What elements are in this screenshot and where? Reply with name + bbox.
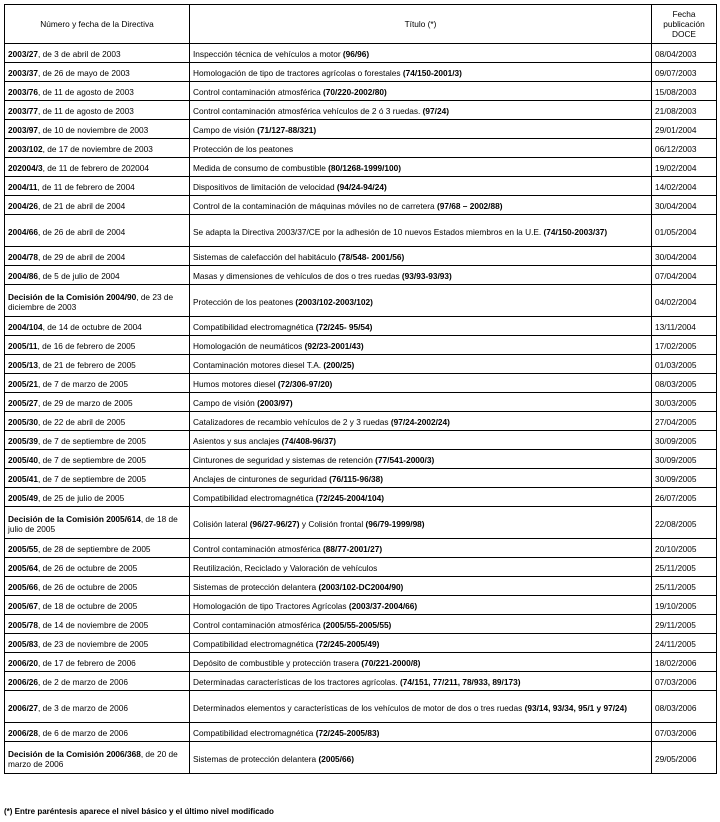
publication-date-cell: 06/12/2003	[652, 139, 717, 158]
directive-date: , de 7 de marzo de 2005	[38, 379, 128, 389]
directive-reference: (74/408-96/37)	[281, 436, 336, 446]
directive-reference: (96/96)	[342, 49, 370, 59]
directive-title-cell	[190, 139, 652, 158]
table-row	[5, 158, 717, 177]
directive-title-cell	[190, 177, 652, 196]
directive-number: 2005/78	[8, 620, 38, 630]
directive-reference: (76/115-96/38)	[329, 474, 384, 484]
table-row	[5, 691, 717, 723]
directive-title: Sistemas de calefacción del habitáculo	[193, 252, 339, 262]
directive-title: Humos motores diesel	[193, 379, 278, 389]
directive-reference: (70/221-2000/8)	[361, 658, 421, 668]
directive-number-cell	[5, 120, 190, 139]
publication-date-cell: 30/04/2004	[652, 196, 717, 215]
directive-title: Depósito de combustible y protección trasera	[193, 658, 362, 668]
directive-number: 2004/26	[8, 201, 38, 211]
directive-number: 2003/97	[8, 125, 38, 135]
publication-date-cell: 14/02/2004	[652, 177, 717, 196]
directive-number: 2004/104	[8, 322, 43, 332]
directive-reference: (96/27-96/27)	[249, 518, 300, 529]
directive-title: Control contaminación atmosférica	[193, 620, 324, 630]
table-row	[5, 539, 717, 558]
publication-date-cell: 09/07/2003	[652, 63, 717, 82]
directive-title: Compatibilidad electromagnética	[193, 639, 316, 649]
publication-date-cell: 13/11/2004	[652, 317, 717, 336]
table-row	[5, 82, 717, 101]
table-header	[5, 5, 717, 44]
directive-number-cell	[5, 507, 190, 539]
publication-date-cell: 22/08/2005	[652, 507, 717, 539]
directive-date: , de 11 de agosto de 2003	[38, 87, 134, 97]
directive-title-cell	[190, 469, 652, 488]
directive-title: Masas y dimensiones de vehículos de dos o tres ruedas	[193, 271, 402, 281]
directive-reference: (72/245- 95/54)	[315, 322, 373, 332]
publication-date-cell: 08/03/2005	[652, 374, 717, 393]
table-row	[5, 101, 717, 120]
directive-date: , de 22 de abril de 2005	[38, 417, 126, 427]
directive-number: 2005/27	[8, 398, 38, 408]
directive-title: Dispositivos de limitación de velocidad	[193, 182, 337, 192]
directive-title: Control contaminación atmosférica	[193, 87, 324, 97]
directive-title: Homologación de tipo Tractores Agrícolas	[193, 601, 349, 611]
table-row	[5, 488, 717, 507]
directive-title: Protección de los peatones	[193, 296, 296, 307]
directive-title-cell	[190, 450, 652, 469]
directive-title-cell	[190, 158, 652, 177]
directive-number: 2004/66	[8, 226, 38, 237]
directive-title-cell	[190, 691, 652, 723]
directive-title: Catalizadores de recambio vehículos de 2 y 3 ruedas	[193, 417, 391, 427]
directive-number-cell	[5, 44, 190, 63]
footnote: (*) Entre paréntesis aparece el nivel básico y el último nivel modificado	[4, 807, 274, 816]
directive-number: 2003/77	[8, 106, 38, 116]
directive-number: 2005/21	[8, 379, 38, 389]
table-row	[5, 120, 717, 139]
directive-number-cell	[5, 412, 190, 431]
directive-number-cell	[5, 431, 190, 450]
header-title: Título (*)	[190, 5, 652, 44]
directive-reference: (94/24-94/24)	[336, 182, 387, 192]
directive-reference: (2005/55-2005/55)	[323, 620, 392, 630]
directive-title-cell	[190, 393, 652, 412]
directive-date: , de 26 de abril de 2004	[38, 226, 126, 237]
directive-number-cell	[5, 577, 190, 596]
directive-number: 2005/39	[8, 436, 38, 446]
table-row	[5, 431, 717, 450]
directive-number-cell	[5, 653, 190, 672]
directive-date: , de 29 de abril de 2004	[38, 252, 126, 262]
directive-number-cell	[5, 177, 190, 196]
directive-number: 2003/76	[8, 87, 38, 97]
directive-number-cell	[5, 723, 190, 742]
directive-title: Homologación de neumáticos	[193, 341, 305, 351]
directive-number: 2005/13	[8, 360, 38, 370]
directive-reference: (78/548- 2001/56)	[338, 252, 405, 262]
directive-title: Homologación de tipo de tractores agrícolas o forestales	[193, 68, 403, 78]
publication-date-cell: 04/02/2004	[652, 285, 717, 317]
directive-number-cell	[5, 450, 190, 469]
directive-number-cell	[5, 285, 190, 317]
directive-title-cell	[190, 577, 652, 596]
table-row	[5, 355, 717, 374]
directive-title: Colisión lateral	[193, 518, 250, 529]
directive-date: , de 11 de febrero de 2004	[37, 182, 135, 192]
directive-number: Decisión de la Comisión 2006/368	[8, 748, 141, 759]
table-row	[5, 723, 717, 742]
publication-date-cell: 27/04/2005	[652, 412, 717, 431]
directive-date: , de 3 de abril de 2003	[38, 49, 121, 59]
publication-date-cell: 29/01/2004	[652, 120, 717, 139]
directive-title-cell	[190, 672, 652, 691]
directive-number: 2003/37	[8, 68, 38, 78]
directive-date: , de 11 de febrero de 202004	[42, 163, 150, 173]
directive-date: , de 7 de septiembre de 2005	[38, 455, 146, 465]
directive-number: 2005/66	[8, 582, 38, 592]
directive-number-cell	[5, 469, 190, 488]
directive-title: Contaminación motores diesel T.A.	[193, 360, 324, 370]
directive-title-cell	[190, 44, 652, 63]
directive-title: Anclajes de cinturones de seguridad	[193, 474, 330, 484]
directive-date: , de 6 de marzo de 2006	[38, 728, 128, 738]
directive-number-cell	[5, 158, 190, 177]
table-row	[5, 450, 717, 469]
directive-reference: (72/306-97/20)	[277, 379, 333, 389]
directive-title: Cinturones de seguridad y sistemas de retención	[193, 455, 376, 465]
directive-number: 2005/67	[8, 601, 38, 611]
directive-number-cell	[5, 215, 190, 247]
directive-reference: (77/541-2000/3)	[375, 455, 435, 465]
directive-date: , de 18 de octubre de 2005	[38, 601, 138, 611]
directive-reference: (2003/102-2003/102)	[295, 296, 373, 307]
directive-number-cell	[5, 63, 190, 82]
directive-date: , de 28 de septiembre de 2005	[38, 544, 151, 554]
publication-date-cell: 26/07/2005	[652, 488, 717, 507]
directive-number-cell	[5, 742, 190, 774]
directive-number-cell	[5, 558, 190, 577]
directive-title-cell	[190, 742, 652, 774]
directive-number-cell	[5, 336, 190, 355]
directives-table	[4, 4, 717, 774]
table-row	[5, 653, 717, 672]
directive-title-cell	[190, 412, 652, 431]
publication-date-cell: 19/02/2004	[652, 158, 717, 177]
publication-date-cell: 20/10/2005	[652, 539, 717, 558]
directive-number: 2005/41	[8, 474, 38, 484]
table-row	[5, 507, 717, 539]
directive-reference: (97/68 – 2002/88)	[436, 201, 503, 211]
directive-title-cell	[190, 196, 652, 215]
publication-date-cell: 29/11/2005	[652, 615, 717, 634]
directive-number: 202004/3	[8, 163, 43, 173]
directive-number-cell	[5, 247, 190, 266]
directive-reference: (80/1268-1999/100)	[328, 163, 402, 173]
directive-number: 2006/26	[8, 677, 38, 687]
directive-number: 2004/11	[8, 182, 38, 192]
directive-title-cell	[190, 634, 652, 653]
directive-number: 2004/78	[8, 252, 38, 262]
directive-number-cell	[5, 101, 190, 120]
publication-date-cell: 08/04/2003	[652, 44, 717, 63]
directive-title: Medida de consumo de combustible	[193, 163, 329, 173]
directive-reference: (2005/66)	[318, 753, 354, 764]
directive-title-cell	[190, 266, 652, 285]
directive-number: 2006/20	[8, 658, 38, 668]
publication-date-cell: 17/02/2005	[652, 336, 717, 355]
table-row	[5, 558, 717, 577]
directive-date: , de 14 de noviembre de 2005	[38, 620, 149, 630]
publication-date-cell: 24/11/2005	[652, 634, 717, 653]
table-row	[5, 374, 717, 393]
directive-title: Sistemas de protección delantera	[193, 582, 319, 592]
directive-title: Determinadas características de los tractores agrícolas.	[193, 677, 401, 687]
table-row	[5, 196, 717, 215]
directive-title: Sistemas de protección delantera	[193, 753, 319, 764]
header-directive-number: Número y fecha de la Directiva	[5, 5, 190, 44]
directive-title-cell	[190, 539, 652, 558]
directive-number-cell	[5, 488, 190, 507]
header-publication-date: Fecha publicación DOCE	[652, 5, 717, 44]
table-row	[5, 742, 717, 774]
directive-date: , de 20 de marzo de 2006	[8, 748, 178, 769]
publication-date-cell: 30/09/2005	[652, 431, 717, 450]
directive-date: , de 17 de noviembre de 2003	[42, 144, 153, 154]
directive-date: , de 7 de septiembre de 2005	[38, 474, 146, 484]
directive-number: 2005/49	[8, 493, 38, 503]
directive-title-cell	[190, 488, 652, 507]
directive-title-cell	[190, 215, 652, 247]
directive-date: , de 26 de octubre de 2005	[38, 582, 138, 592]
directive-title: Control contaminación atmosférica	[193, 544, 324, 554]
directive-title-cell	[190, 101, 652, 120]
directive-title: Compatibilidad electromagnética	[193, 728, 316, 738]
directive-date: , de 2 de marzo de 2006	[38, 677, 128, 687]
publication-date-cell: 07/03/2006	[652, 723, 717, 742]
table-row	[5, 634, 717, 653]
directive-title: Determinados elementos y características de los vehículos de motor de dos o tres ruedas	[193, 702, 525, 713]
directive-date: , de 18 de julio de 2005	[8, 513, 178, 534]
directive-reference: (88/77-2001/27)	[323, 544, 383, 554]
directive-date: , de 25 de julio de 2005	[38, 493, 125, 503]
directive-date: , de 11 de agosto de 2003	[38, 106, 134, 116]
table-row	[5, 317, 717, 336]
directive-reference: (92/23-2001/43)	[304, 341, 364, 351]
directive-title: Campo de visión	[193, 398, 258, 408]
publication-date-cell: 18/02/2006	[652, 653, 717, 672]
table-row	[5, 393, 717, 412]
directive-date: , de 16 de febrero de 2005	[37, 341, 136, 351]
directive-date: , de 23 de diciembre de 2003	[8, 291, 174, 312]
directive-reference: (93/93-93/93)	[401, 271, 452, 281]
table-row	[5, 215, 717, 247]
directive-number-cell	[5, 82, 190, 101]
directive-number: Decisión de la Comisión 2004/90	[8, 291, 137, 302]
publication-date-cell: 15/08/2003	[652, 82, 717, 101]
directives-table-container	[4, 4, 716, 774]
directive-title-cell	[190, 317, 652, 336]
directive-reference: (2003/37-2004/66)	[348, 601, 418, 611]
directive-date: , de 23 de noviembre de 2005	[38, 639, 149, 649]
publication-date-cell: 01/05/2004	[652, 215, 717, 247]
directive-title: Se adapta la Directiva 2003/37/CE por la adhesión de 10 nuevos Estados miembros en la U.E.	[193, 226, 544, 237]
publication-date-cell: 19/10/2005	[652, 596, 717, 615]
directive-number-cell	[5, 634, 190, 653]
directive-date: , de 29 de marzo de 2005	[38, 398, 133, 408]
table-row	[5, 336, 717, 355]
directive-number: 2004/86	[8, 271, 38, 281]
directive-reference: (74/150-2003/37)	[543, 226, 608, 237]
directive-number-cell	[5, 266, 190, 285]
directive-number: Decisión de la Comisión 2005/614	[8, 513, 141, 524]
directive-number: 2006/27	[8, 702, 38, 713]
directive-title-cell	[190, 558, 652, 577]
directive-date: , de 3 de marzo de 2006	[38, 702, 128, 713]
directive-reference: (72/245-2004/104)	[315, 493, 384, 503]
directive-title-cell	[190, 247, 652, 266]
table-row	[5, 177, 717, 196]
directive-title: Reutilización, Reciclado y Valoración de vehículos	[193, 563, 378, 573]
directive-number: 2005/40	[8, 455, 38, 465]
directive-date: , de 5 de julio de 2004	[38, 271, 120, 281]
publication-date-cell: 25/11/2005	[652, 558, 717, 577]
directive-title-cell	[190, 285, 652, 317]
directive-title-cell	[190, 723, 652, 742]
table-row	[5, 469, 717, 488]
directive-title-cell	[190, 615, 652, 634]
table-row	[5, 412, 717, 431]
directive-reference: (97/24)	[422, 106, 449, 116]
directive-number-cell	[5, 672, 190, 691]
directive-date: , de 21 de febrero de 2005	[38, 360, 136, 370]
directive-date: , de 17 de febrero de 2006	[38, 658, 136, 668]
directive-number: 2003/102	[8, 144, 43, 154]
publication-date-cell: 30/09/2005	[652, 450, 717, 469]
directive-number: 2005/55	[8, 544, 38, 554]
publication-date-cell: 30/09/2005	[652, 469, 717, 488]
directive-title-cell	[190, 336, 652, 355]
directive-number: 2006/28	[8, 728, 38, 738]
directive-reference: (72/245-2005/83)	[315, 728, 380, 738]
publication-date-cell: 07/03/2006	[652, 672, 717, 691]
directive-title: Control contaminación atmosférica vehículos de 2 ó 3 ruedas.	[193, 106, 423, 116]
table-row	[5, 596, 717, 615]
table-row	[5, 247, 717, 266]
table-row	[5, 577, 717, 596]
directive-title: Asientos y sus anclajes	[193, 436, 282, 446]
table-row	[5, 615, 717, 634]
directive-title-cell	[190, 82, 652, 101]
directive-reference-extra: (96/79-1999/98)	[365, 518, 425, 529]
table-row	[5, 63, 717, 82]
directive-date: , de 10 de noviembre de 2003	[38, 125, 149, 135]
directive-number-cell	[5, 393, 190, 412]
directive-title-cell	[190, 507, 652, 539]
directive-reference: (93/14, 93/34, 95/1 y 97/24)	[524, 702, 627, 713]
directive-number: 2003/27	[8, 49, 38, 59]
publication-date-cell: 30/03/2005	[652, 393, 717, 412]
directive-title-cell	[190, 63, 652, 82]
directive-reference: (74/150-2001/3)	[402, 68, 462, 78]
table-row	[5, 266, 717, 285]
directive-title-cell	[190, 596, 652, 615]
directive-number-cell	[5, 596, 190, 615]
directive-date: , de 7 de septiembre de 2005	[38, 436, 146, 446]
directive-title: Control de la contaminación de máquinas móviles no de carretera	[193, 201, 437, 211]
directive-title-cell	[190, 374, 652, 393]
publication-date-cell: 01/03/2005	[652, 355, 717, 374]
directive-number-cell	[5, 539, 190, 558]
directive-title-extra: y Colisión frontal	[299, 518, 366, 529]
directive-number-cell	[5, 139, 190, 158]
directive-title: Campo de visión	[193, 125, 258, 135]
directive-number: 2005/30	[8, 417, 38, 427]
directive-reference: (71/127-88/321)	[257, 125, 317, 135]
directive-number: 2005/64	[8, 563, 38, 573]
directive-date: , de 26 de octubre de 2005	[38, 563, 138, 573]
publication-date-cell: 25/11/2005	[652, 577, 717, 596]
directive-reference: (97/24-2002/24)	[390, 417, 450, 427]
publication-date-cell: 30/04/2004	[652, 247, 717, 266]
directive-title: Protección de los peatones	[193, 144, 294, 154]
directive-number-cell	[5, 374, 190, 393]
directive-number-cell	[5, 317, 190, 336]
directive-date: , de 26 de mayo de 2003	[38, 68, 130, 78]
publication-date-cell: 07/04/2004	[652, 266, 717, 285]
table-body	[5, 44, 717, 774]
directive-reference: (74/151, 77/211, 78/933, 89/173)	[400, 677, 521, 687]
table-row	[5, 44, 717, 63]
directive-title-cell	[190, 653, 652, 672]
directive-number: 2005/11	[8, 341, 38, 351]
directive-number: 2005/83	[8, 639, 38, 649]
directive-title-cell	[190, 355, 652, 374]
directive-date: , de 14 de octubre de 2004	[42, 322, 142, 332]
directive-reference: (72/245-2005/49)	[315, 639, 380, 649]
directive-reference: (70/220-2002/80)	[323, 87, 387, 97]
directive-title: Compatibilidad electromagnética	[193, 322, 316, 332]
directive-title: Compatibilidad electromagnética	[193, 493, 316, 503]
directive-title-cell	[190, 120, 652, 139]
directive-reference: (200/25)	[323, 360, 355, 370]
publication-date-cell: 21/08/2003	[652, 101, 717, 120]
directive-number-cell	[5, 196, 190, 215]
directive-number-cell	[5, 355, 190, 374]
publication-date-cell: 08/03/2006	[652, 691, 717, 723]
directive-number-cell	[5, 691, 190, 723]
directive-title-cell	[190, 431, 652, 450]
directive-title: Inspección técnica de vehículos a motor	[193, 49, 343, 59]
table-row	[5, 672, 717, 691]
table-row	[5, 285, 717, 317]
directive-reference: (2003/97)	[257, 398, 293, 408]
directive-date: , de 21 de abril de 2004	[38, 201, 126, 211]
table-row	[5, 139, 717, 158]
directive-number-cell	[5, 615, 190, 634]
directive-reference: (2003/102-DC2004/90)	[318, 582, 404, 592]
publication-date-cell: 29/05/2006	[652, 742, 717, 774]
